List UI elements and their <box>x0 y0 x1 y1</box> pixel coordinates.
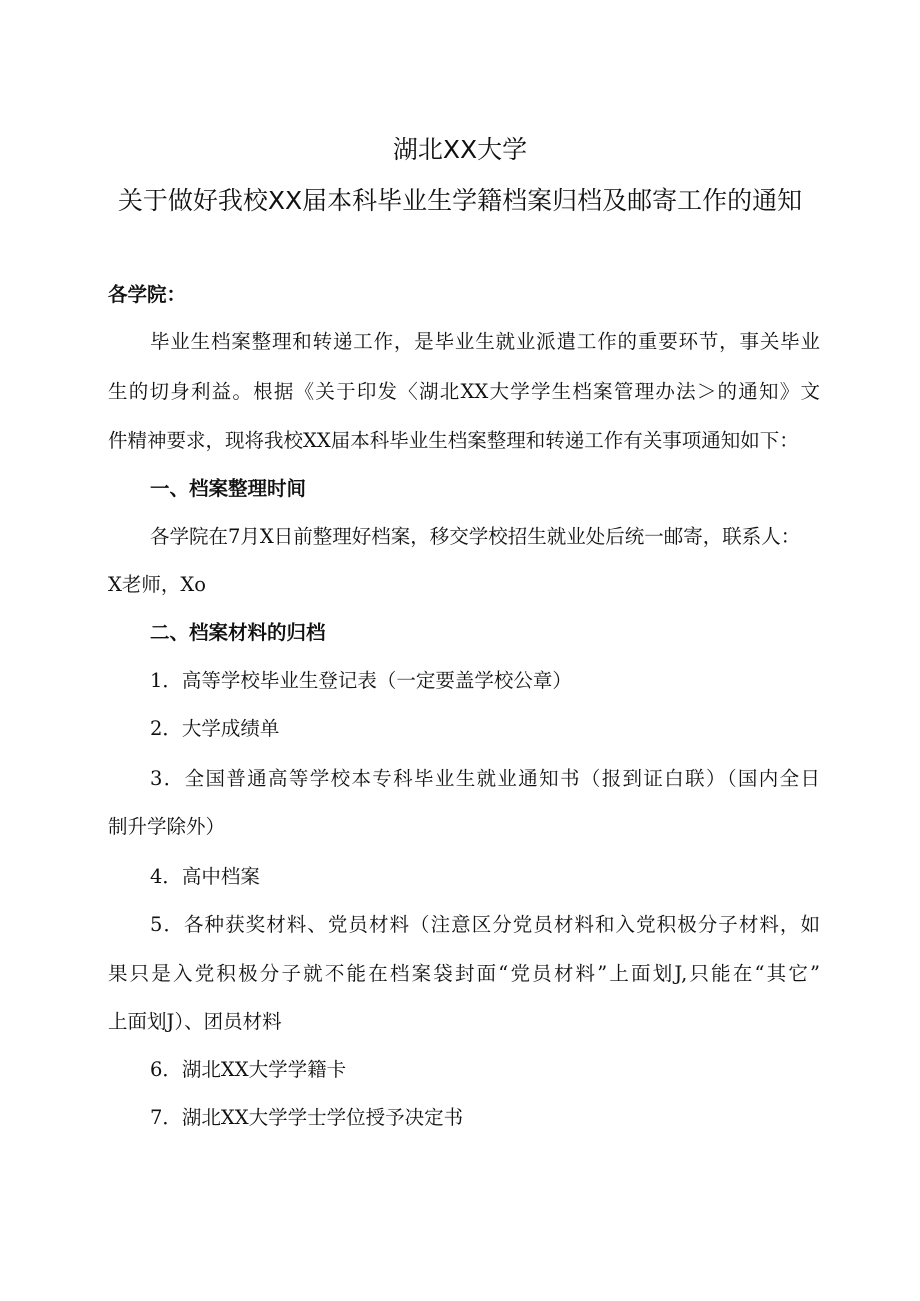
section-1-line-1: 各学院在7月X日前整理好档案，移交学校招生就业处后统一邮寄，联系人： <box>150 525 801 548</box>
list-item-5-line-2: 果只是入党积极分子就不能在档案袋封面“党员材料”上面划J,只能在“其它” <box>108 962 820 985</box>
university-title: 湖北XX大学 <box>392 135 528 164</box>
section-1-line-2: X老师，Xo <box>108 573 207 596</box>
list-item-7: 7．湖北XX大学学士学位授予决定书 <box>150 1106 464 1129</box>
list-item-5-line-1: 5．各种获奖材料、党员材料（注意区分党员材料和入党积极分子材料，如 <box>150 913 820 936</box>
list-item-2: 2．大学成绩单 <box>150 717 280 740</box>
section-1-heading: 一、档案整理时间 <box>150 477 307 500</box>
section-2-heading: 二、档案材料的归档 <box>150 621 326 644</box>
salutation: 各学院： <box>108 283 187 306</box>
list-item-5-line-3: 上面划J）、团员材料 <box>108 1010 282 1033</box>
list-item-3-line-1: 3．全国普通高等学校本专科毕业生就业通知书（报到证白联）（国内全日 <box>150 767 820 790</box>
intro-line-1: 毕业生档案整理和转递工作，是毕业生就业派遣工作的重要环节，事关毕业 <box>150 330 820 353</box>
list-item-4: 4．高中档案 <box>150 865 260 888</box>
list-item-1: 1．高等学校毕业生登记表（一定要盖学校公章） <box>150 669 572 692</box>
notice-title: 关于做好我校XX届本科毕业生学籍档案归档及邮寄工作的通知 <box>117 186 803 215</box>
list-item-3-line-2: 制升学除外） <box>108 815 226 838</box>
intro-line-3: 件精神要求，现将我校XX届本科毕业生档案整理和转递工作有关事项通知如下： <box>108 429 799 452</box>
list-item-6: 6．湖北XX大学学籍卡 <box>150 1058 347 1081</box>
intro-line-2: 生的切身利益。根据《关于印发〈湖北XX大学学生档案管理办法＞的通知》文 <box>108 380 820 403</box>
